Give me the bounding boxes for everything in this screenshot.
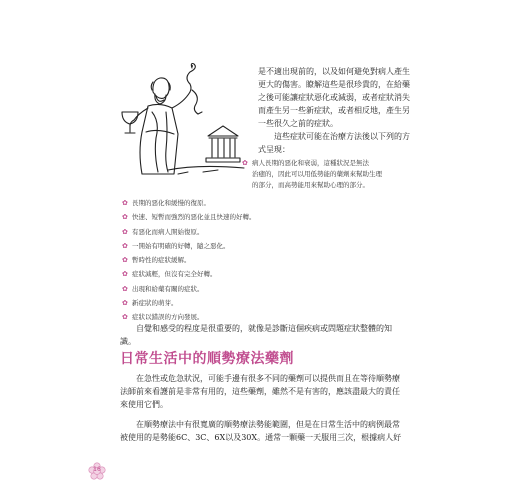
flower-bullet-icon: ✿	[122, 299, 128, 308]
flower-bullet-icon: ✿	[122, 256, 128, 265]
text-line: 而產生另一些新症狀，或者相反地，產生另	[258, 106, 410, 115]
closing-paragraph	[120, 322, 420, 348]
list-item: ✿ 症狀減輕，但沒有完全好轉。	[122, 267, 372, 281]
list-item: ✿ 新症狀的萌芽。	[122, 296, 372, 310]
list-item: ✿ 有惡化而病人開始復原。	[122, 225, 372, 239]
text-line: 在急性或危急狀況，可能手邊有很多不同的藥劑可以提供而且在等待順勢療	[136, 374, 400, 383]
flower-bullet-icon: ✿	[122, 284, 128, 293]
note-line: 病人長期的惡化和衰弱，這種狀況是無法	[252, 159, 369, 167]
text-line: 是不適出現前的，以及如何避免對病人產生	[258, 67, 410, 76]
text-line: 之後可能讓症狀惡化或減弱，或者症狀消失	[258, 93, 410, 102]
flower-bullet-icon: ✿	[122, 199, 128, 207]
list-item: ✿ 暫時性的症狀緩解。	[122, 253, 372, 267]
flower-bullet-icon: ✿	[122, 241, 128, 250]
note-block	[242, 158, 422, 191]
note-line: 的部分，而高勢能用來幫助心理的部分。	[252, 181, 369, 189]
text-line: 法師前來看護前是非常有用的，這些藥劑，雖然不是有害的，應該盡最大的責任	[120, 387, 400, 396]
flower-bullet-icon: ✿	[122, 227, 128, 236]
text-line: 一些很久之前的症狀。	[258, 119, 338, 128]
flower-bullet-icon: ✿	[122, 270, 128, 279]
list-item: ✿ 長期的惡化和緩慢的復原。	[122, 196, 372, 210]
list-item: ✿ 症狀以錯誤的方向發展。	[122, 310, 372, 324]
text-line: 識。	[120, 337, 136, 346]
flower-bullet-icon: ✿	[122, 213, 128, 222]
section-heading: 日常生活中的順勢療法藥劑	[120, 351, 294, 367]
list-item: ✿ 一開始有明確的好轉，隨之惡化。	[122, 239, 372, 253]
note-line: 治癒的，因此可以用低勢能的藥劑來幫助生理	[252, 170, 382, 178]
text-line: 式呈現：	[258, 145, 290, 154]
text-line: 更大的傷害。瞭解這些是很珍貴的，在給藥	[258, 80, 410, 89]
list-item: ✿ 出現和給藥有關的症狀。	[122, 282, 372, 296]
page-number: 16	[93, 466, 101, 473]
intro-paragraph	[258, 65, 428, 130]
list-item: ✿ 快速、短暫而強烈的惡化並且快速的好轉。	[122, 210, 372, 224]
flower-bullet-icon: ✿	[122, 313, 128, 322]
text-line: 在順勢療法中有很寬廣的順勢療法勢能範圍，但是在日常生活中的病例最常	[136, 420, 400, 429]
greek-healer-illustration	[108, 62, 248, 180]
text-line: 被使用的是勢能6C、3C、6X以及30X。通常一顆藥一天服用三次，根據病人好	[120, 433, 402, 442]
symptom-list	[122, 196, 372, 325]
text-line: 來使用它們。	[120, 400, 168, 409]
flower-bullet-icon: ✿	[242, 159, 248, 167]
paragraph-potencies	[120, 418, 420, 444]
text-line: 這些症狀可能在治療方法後以下列的方	[274, 132, 410, 141]
paragraph-acute-use	[120, 372, 420, 411]
text-line: 自覺和感受的程度是很重要的，就像是診斷這個疾病或問題症狀整體的知	[136, 324, 392, 333]
lead-in-paragraph	[258, 130, 488, 156]
